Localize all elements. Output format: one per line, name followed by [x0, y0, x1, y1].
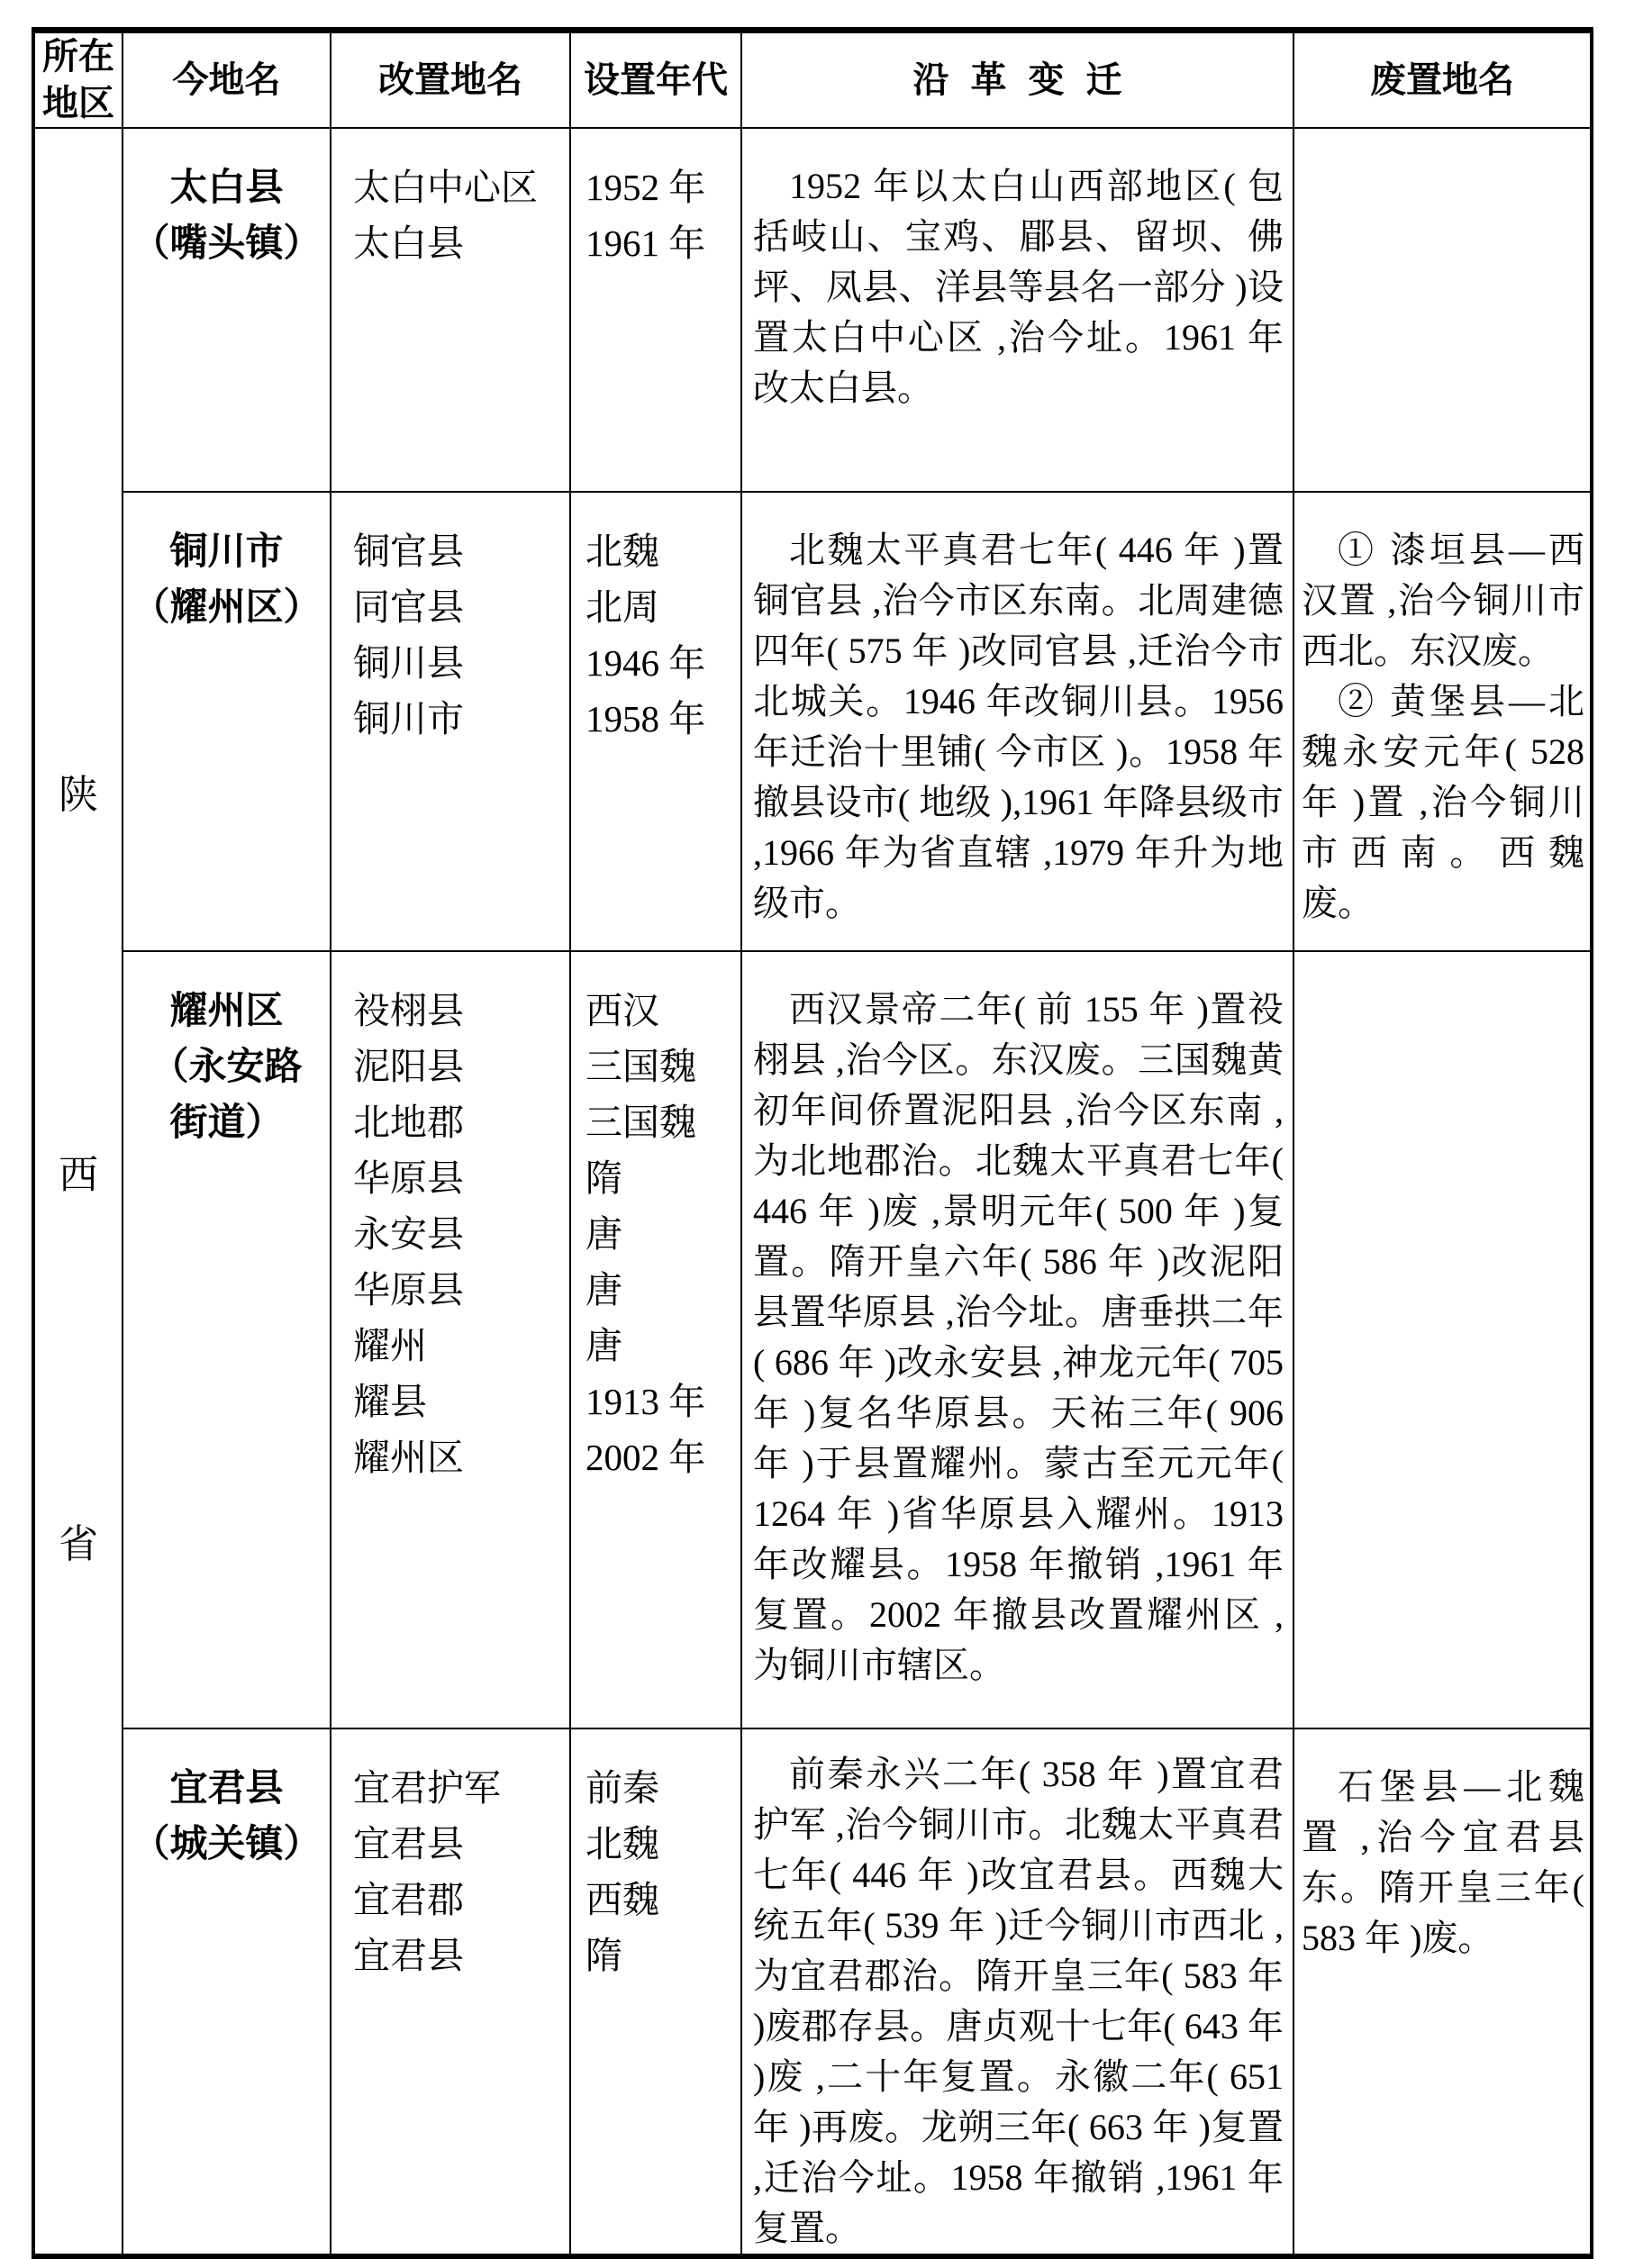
evolution-text: 西汉景帝二年( 前 155 年 )置祋栩县 ,治今区。东汉废。三国魏黄初年间侨置泥阳县 ,治今区东南 ,为北地郡治。北魏太平真君七年( 446 年 )废 ,景明元年( 500 年 )复置。隋开皇六年( 586 年 )改泥阳县置华原县 ,治今址。唐垂拱二年( 686 年 )改永安县 ,神龙元年( 705 年 )复名华原县。天祐三年( 906 年 )于县置耀州。蒙古至元元年( 1264 年 )省华原县入耀州。1913 年改耀县。1958 年撤销 ,1961 年复置。2002 年撤县改置耀州区 ,为铜川市辖区。	[753, 989, 1284, 1685]
today-name-cell	[123, 951, 331, 1728]
today-name-cell	[123, 128, 331, 492]
renamed-name: 太白县	[353, 222, 464, 264]
column-header-abolished: 废置地名	[1293, 31, 1592, 129]
era-entry: 前秦	[585, 1767, 659, 1809]
renamed-name: 永安县	[353, 1213, 464, 1255]
era-entry: 隋	[585, 1157, 622, 1199]
abolished-entry: ① 漆垣县—西汉置 ,治今铜川市西北。东汉废。	[1302, 530, 1584, 671]
era-entry: 隋	[585, 1935, 622, 1976]
row-yaozhou	[33, 951, 1592, 1728]
column-header-evolution: 沿革变迁	[741, 31, 1293, 129]
era-entry: 北魏	[585, 1823, 659, 1864]
evolution-text: 1952 年以太白山西部地区( 包括岐山、宝鸡、郿县、留坝、佛坪、凤县、洋县等县名一部分 )设置太白中心区 ,治今址。1961 年改太白县。	[753, 166, 1284, 408]
gazetteer-table	[32, 27, 1593, 2259]
renamed-names-cell	[331, 951, 570, 1728]
abolished-cell	[1293, 1728, 1592, 2256]
renamed-name: 铜川市	[353, 698, 464, 739]
evolution-cell	[741, 128, 1293, 492]
today-name-paren	[123, 1039, 330, 1150]
era-entry: 三国魏	[585, 1046, 696, 1087]
era-entry: 三国魏	[585, 1102, 696, 1143]
era-entry: 西魏	[585, 1879, 659, 1920]
renamed-name: 宜君县	[353, 1935, 464, 1976]
paren-line: （耀州区）	[132, 585, 322, 628]
renamed-name: 太白中心区	[353, 167, 538, 208]
era-entry: 1958 年	[585, 698, 706, 739]
renamed-name: 北地郡	[353, 1102, 464, 1143]
today-name-paren	[123, 215, 330, 271]
today-name: 铜川市	[169, 530, 284, 572]
era-entry: 1946 年	[585, 642, 706, 684]
today-name-paren	[123, 1816, 330, 1872]
era-entry: 北周	[585, 586, 659, 628]
renamed-names-cell	[331, 492, 570, 951]
paren-line: （永安路	[150, 1045, 303, 1087]
paren-line: （城关镇）	[132, 1822, 322, 1864]
renamed-names-cell	[331, 128, 570, 492]
era-cell	[570, 951, 741, 1728]
column-header-region: 所在地区	[33, 31, 123, 129]
renamed-name: 宜君郡	[353, 1879, 464, 1920]
today-name: 宜君县	[169, 1766, 284, 1809]
era-entry: 唐	[585, 1213, 622, 1255]
renamed-name: 泥阳县	[353, 1046, 464, 1087]
evolution-cell	[741, 1728, 1293, 2256]
renamed-name: 耀县	[353, 1381, 427, 1422]
today-name-cell	[123, 492, 331, 951]
era-entry: 1913 年	[585, 1381, 706, 1422]
evolution-cell	[741, 492, 1293, 951]
era-entry: 北魏	[585, 531, 659, 572]
today-name-cell	[123, 1728, 331, 2256]
column-header-era: 设置年代	[570, 31, 741, 129]
era-entry: 2002 年	[585, 1437, 706, 1478]
era-entry: 1961 年	[585, 222, 706, 264]
renamed-name: 耀州区	[353, 1437, 464, 1478]
era-cell	[570, 1728, 741, 2256]
renamed-name: 祋栩县	[353, 990, 464, 1031]
evolution-text: 北魏太平真君七年( 446 年 )置铜官县 ,治今市区东南。北周建德四年( 575 年 )改同官县 ,迁治今市北城关。1946 年改铜川县。1956 年迁治十里铺( 今市区 )。1958 年撤县设市( 地级 ),1961 年降县级市 ,1966 年为省直辖 ,1979 年升为地级市。	[753, 530, 1284, 923]
abolished-entry: ② 黄堡县—北魏永安元年( 528 年 )置 ,治今铜川市西南。西魏废。	[1302, 681, 1584, 923]
evolution-cell	[741, 951, 1293, 1728]
today-name: 太白县	[169, 166, 284, 208]
renamed-name: 耀州	[353, 1325, 427, 1366]
province-char-shan: 陕	[59, 773, 98, 817]
renamed-name: 同官县	[353, 586, 464, 628]
era-cell	[570, 492, 741, 951]
today-name-paren	[123, 579, 330, 635]
renamed-names-cell	[331, 1728, 570, 2256]
province-char-xi: 西	[59, 1153, 98, 1197]
province-cell	[33, 128, 123, 2256]
era-entry: 西汉	[585, 990, 659, 1031]
era-entry: 唐	[585, 1269, 622, 1311]
paren-line: （嘴头镇）	[132, 222, 322, 264]
row-tongchuan	[33, 492, 1592, 951]
renamed-name: 宜君护军	[353, 1767, 501, 1809]
column-header-today-name: 今地名	[123, 31, 331, 129]
renamed-name: 铜川县	[353, 642, 464, 684]
renamed-name: 华原县	[353, 1269, 464, 1311]
evolution-text: 前秦永兴二年( 358 年 )置宜君护军 ,治今铜川市。北魏太平真君七年( 446 年 )改宜君县。西魏大统五年( 539 年 )迁今铜川市西北 ,为宜君郡治。隋开皇三年( 583 年 )废郡存县。唐贞观十七年( 643 年 )废 ,二十年复置。永徽二年( 651 年 )再废。龙朔三年( 663 年 )复置 ,迁治今址。1958 年撤销 ,1961 年复置。	[753, 1754, 1284, 2248]
renamed-name: 铜官县	[353, 531, 464, 572]
era-entry: 1952 年	[585, 167, 706, 208]
scanned-page	[0, 27, 1652, 2256]
paren-line: 街道）	[169, 1101, 284, 1143]
renamed-name: 宜君县	[353, 1823, 464, 1864]
renamed-name: 华原县	[353, 1157, 464, 1199]
row-taibai	[33, 128, 1592, 492]
abolished-entry: 石堡县—北魏置 ,治今宜君县东。隋开皇三年( 583 年 )废。	[1302, 1766, 1584, 1958]
era-cell	[570, 128, 741, 492]
era-entry: 唐	[585, 1325, 622, 1366]
today-name: 耀州区	[169, 989, 284, 1031]
abolished-cell	[1293, 951, 1592, 1728]
column-header-renamed: 改置地名	[331, 31, 570, 129]
abolished-cell	[1293, 492, 1592, 951]
row-yijun	[33, 1728, 1592, 2256]
header-row	[33, 31, 1592, 129]
province-char-sheng: 省	[59, 1522, 98, 1566]
abolished-cell	[1293, 128, 1592, 492]
